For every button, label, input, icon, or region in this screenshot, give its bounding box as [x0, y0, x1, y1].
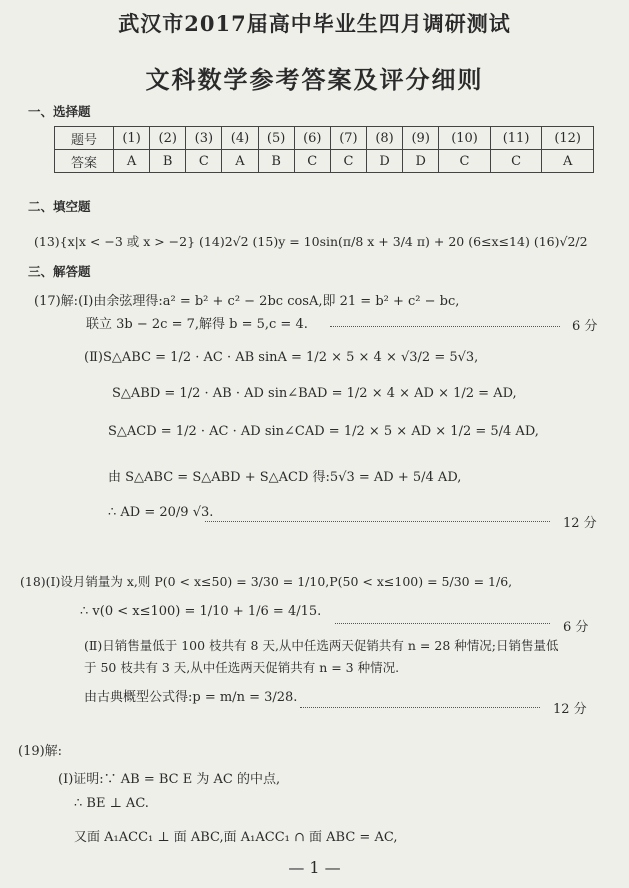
answer-cell: D	[366, 150, 402, 173]
table-row-numbers	[55, 127, 594, 150]
answer-cell: A	[114, 150, 150, 173]
question-number-cell: (12)	[542, 127, 594, 150]
q19-line-2: (Ⅰ)证明:∵ AB = BC E 为 AC 的中点,	[58, 772, 281, 787]
q19-line-4: 又面 A₁ACC₁ ⊥ 面 ABC,面 A₁ACC₁ ∩ 面 ABC = AC,	[74, 830, 398, 845]
answer-table	[54, 126, 594, 173]
question-number-cell: (1)	[114, 127, 150, 150]
score-label: 6 分	[572, 319, 598, 334]
q17-line-7: ∴ AD = 20/9 √3.	[108, 505, 214, 520]
q18-line-5: 由古典概型公式得:p = m/n = 3/28.	[84, 690, 298, 705]
dotted-leader	[300, 707, 540, 708]
section-heading-choice: 一、选择题	[28, 104, 91, 119]
page-subtitle: 文科数学参考答案及评分细则	[145, 65, 484, 94]
page-title: 武汉市2017届高中毕业生四月调研测试	[118, 11, 511, 36]
question-number-cell: (5)	[258, 127, 294, 150]
question-number-cell: (7)	[330, 127, 366, 150]
dotted-leader	[330, 326, 560, 327]
q17-line-4: S△ABD = 1/2 · AB · AD sin∠BAD = 1/2 × 4 × AD × 1/2 = AD,	[112, 386, 517, 401]
question-number-cell: (11)	[490, 127, 542, 150]
question-number-cell: (4)	[222, 127, 258, 150]
q18-line-3: (Ⅱ)日销售量低于 100 枝共有 8 天,从中任选两天促销共有 n = 28 种情况;日销售量低	[84, 638, 559, 653]
answer-cell: C	[490, 150, 542, 173]
answer-cell: B	[150, 150, 186, 173]
dotted-leader	[335, 623, 550, 624]
question-number-cell: (6)	[294, 127, 330, 150]
score-label: 6 分	[563, 620, 589, 635]
q18-line-4: 于 50 枝共有 3 天,从中任选两天促销共有 n = 3 种情况.	[84, 660, 400, 675]
table-header-cell: 题号	[55, 127, 114, 150]
q17-line-6: 由 S△ABC = S△ABD + S△ACD 得:5√3 = AD + 5/4 AD,	[108, 470, 462, 485]
question-number-cell: (3)	[186, 127, 222, 150]
answer-cell: C	[330, 150, 366, 173]
question-number-cell: (8)	[366, 127, 402, 150]
section-heading-fill: 二、填空题	[28, 199, 91, 214]
page-number: — 1 —	[288, 858, 341, 877]
q17-line-2: 联立 3b − 2c = 7,解得 b = 5,c = 4.	[86, 317, 308, 332]
table-header-cell: 答案	[55, 150, 114, 173]
answer-cell: B	[258, 150, 294, 173]
q17-line-3: (Ⅱ)S△ABC = 1/2 · AC · AB sinA = 1/2 × 5 × 4 × √3/2 = 5√3,	[84, 350, 479, 365]
fill-in-answers: (13){x|x < −3 或 x > −2} (14)2√2 (15)y = 10sin(π/8 x + 3/4 π) + 20 (6≤x≤14) (16)√2/2	[34, 234, 588, 249]
q17-line-1: (17)解:(Ⅰ)由余弦理得:a² = b² + c² − 2bc cosA,即 21 = b² + c² − bc,	[34, 294, 460, 309]
table-row-answers	[55, 150, 594, 173]
question-number-cell: (10)	[439, 127, 491, 150]
score-label: 12 分	[553, 702, 587, 717]
answer-cell: C	[439, 150, 491, 173]
q18-line-2: ∴ v(0 < x≤100) = 1/10 + 1/6 = 4/15.	[80, 604, 322, 619]
answer-cell: A	[222, 150, 258, 173]
answer-cell: C	[186, 150, 222, 173]
score-label: 12 分	[563, 516, 597, 531]
answer-cell: C	[294, 150, 330, 173]
q19-line-3: ∴ BE ⊥ AC.	[74, 796, 149, 811]
question-number-cell: (9)	[403, 127, 439, 150]
answer-cell: A	[542, 150, 594, 173]
q19-line-1: (19)解:	[18, 744, 63, 759]
answer-cell: D	[403, 150, 439, 173]
q17-line-5: S△ACD = 1/2 · AC · AD sin∠CAD = 1/2 × 5 × AD × 1/2 = 5/4 AD,	[108, 424, 539, 439]
question-number-cell: (2)	[150, 127, 186, 150]
q18-line-1: (18)(Ⅰ)设月销量为 x,则 P(0 < x≤50) = 3/30 = 1/10,P(50 < x≤100) = 5/30 = 1/6,	[20, 574, 513, 589]
section-heading-solutions: 三、解答题	[28, 264, 91, 279]
dotted-leader	[205, 521, 550, 522]
